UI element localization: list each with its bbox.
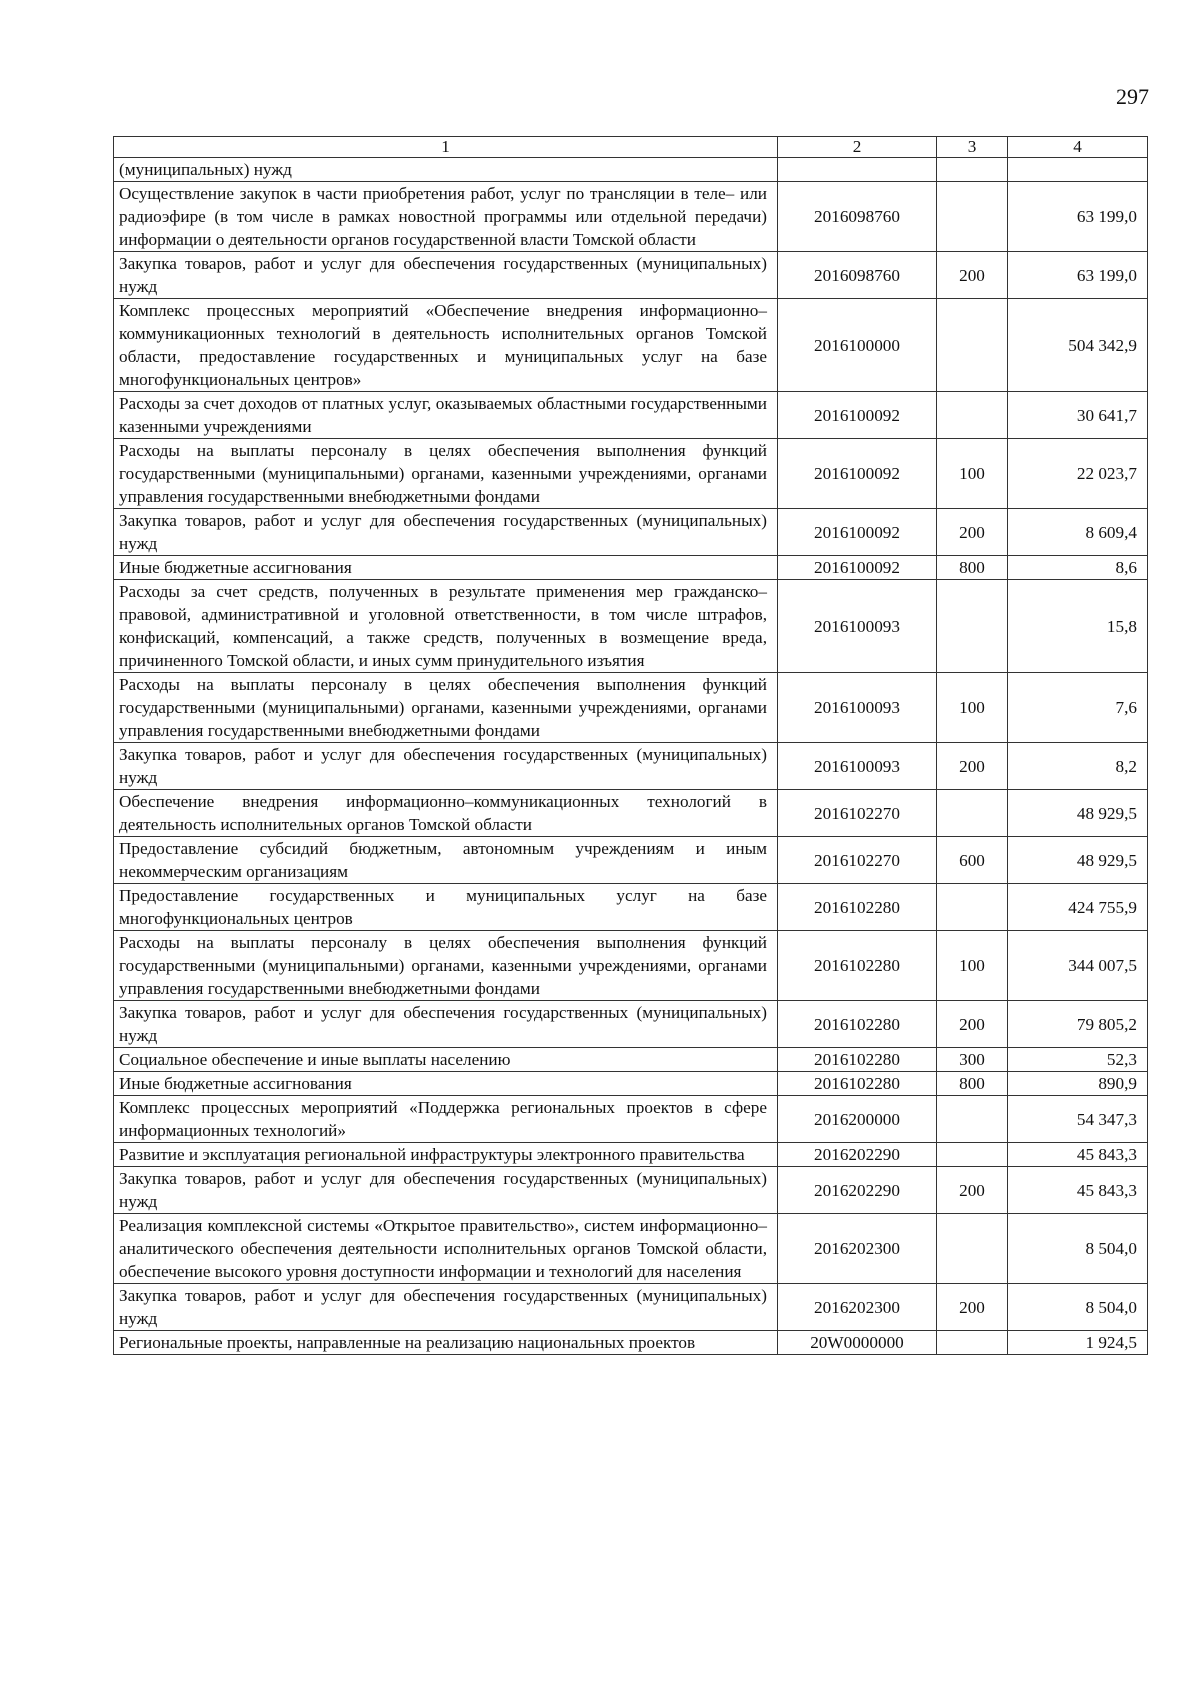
row-target-code: 20W0000000 — [778, 1331, 937, 1355]
row-expense-type — [937, 580, 1008, 673]
row-expense-type — [937, 790, 1008, 837]
row-amount: 48 929,5 — [1008, 790, 1148, 837]
table-row — [114, 439, 1148, 509]
row-target-code: 2016100092 — [778, 439, 937, 509]
row-expense-type — [937, 392, 1008, 439]
table-row — [114, 790, 1148, 837]
table-row — [114, 182, 1148, 252]
row-description: Предоставление субсидий бюджетным, автономным учреждениям и иным некоммерческим организациям — [114, 837, 778, 884]
row-expense-type: 800 — [937, 556, 1008, 580]
row-target-code: 2016200000 — [778, 1096, 937, 1143]
row-amount: 504 342,9 — [1008, 299, 1148, 392]
row-amount: 344 007,5 — [1008, 931, 1148, 1001]
header-row — [114, 137, 1148, 158]
row-amount: 45 843,3 — [1008, 1167, 1148, 1214]
header-col-1: 1 — [114, 137, 778, 158]
row-description: Расходы на выплаты персоналу в целях обеспечения выполнения функций государственными (муниципальными) органами, казенными учреждениями, органами управления государственными внебюджетными фондами — [114, 439, 778, 509]
table-row — [114, 252, 1148, 299]
row-amount: 22 023,7 — [1008, 439, 1148, 509]
row-target-code: 2016102280 — [778, 931, 937, 1001]
row-target-code: 2016102280 — [778, 884, 937, 931]
header-col-3: 3 — [937, 137, 1008, 158]
row-amount: 7,6 — [1008, 673, 1148, 743]
row-description: Региональные проекты, направленные на реализацию национальных проектов — [114, 1331, 778, 1355]
budget-table — [113, 136, 1148, 1355]
row-expense-type: 600 — [937, 837, 1008, 884]
row-description: Расходы за счет доходов от платных услуг, оказываемых областными государственными казенными учреждениями — [114, 392, 778, 439]
row-amount: 424 755,9 — [1008, 884, 1148, 931]
row-target-code: 2016202290 — [778, 1143, 937, 1167]
row-amount: 54 347,3 — [1008, 1096, 1148, 1143]
row-target-code: 2016102280 — [778, 1072, 937, 1096]
table-row — [114, 1214, 1148, 1284]
row-description: Предоставление государственных и муниципальных услуг на базе многофункциональных центров — [114, 884, 778, 931]
row-target-code: 2016100093 — [778, 580, 937, 673]
row-amount: 8 609,4 — [1008, 509, 1148, 556]
row-description: (муниципальных) нужд — [114, 158, 778, 182]
row-amount: 30 641,7 — [1008, 392, 1148, 439]
row-description: Комплекс процессных мероприятий «Обеспечение внедрения информационно–коммуникационных технологий в деятельность исполнительных органов Томской области, предоставление государственных и муниципальных услуг на базе многофункциональных центров» — [114, 299, 778, 392]
row-expense-type — [937, 1331, 1008, 1355]
row-amount: 48 929,5 — [1008, 837, 1148, 884]
row-target-code: 2016102270 — [778, 790, 937, 837]
row-amount: 8,6 — [1008, 556, 1148, 580]
row-expense-type: 200 — [937, 1284, 1008, 1331]
row-expense-type: 800 — [937, 1072, 1008, 1096]
row-expense-type: 200 — [937, 252, 1008, 299]
row-description: Расходы на выплаты персоналу в целях обеспечения выполнения функций государственными (муниципальными) органами, казенными учреждениями, органами управления государственными внебюджетными фондами — [114, 931, 778, 1001]
row-expense-type: 100 — [937, 439, 1008, 509]
row-expense-type — [937, 182, 1008, 252]
table-row — [114, 1167, 1148, 1214]
row-description: Закупка товаров, работ и услуг для обеспечения государственных (муниципальных) нужд — [114, 1284, 778, 1331]
row-target-code: 2016098760 — [778, 182, 937, 252]
row-amount: 15,8 — [1008, 580, 1148, 673]
table-row — [114, 299, 1148, 392]
table-row — [114, 673, 1148, 743]
row-description: Расходы за счет средств, полученных в результате применения мер гражданско–правовой, административной и уголовной ответственности, в том числе штрафов, конфискаций, компенсаций, а также средств, полученных в возмещение вреда, причиненного Томской области, и иных сумм принудительного изъятия — [114, 580, 778, 673]
row-amount: 8,2 — [1008, 743, 1148, 790]
table-row — [114, 837, 1148, 884]
row-target-code: 2016100093 — [778, 743, 937, 790]
row-target-code: 2016202300 — [778, 1284, 937, 1331]
row-expense-type: 200 — [937, 743, 1008, 790]
table-row — [114, 1331, 1148, 1355]
row-expense-type: 100 — [937, 673, 1008, 743]
table-row — [114, 884, 1148, 931]
row-description: Иные бюджетные ассигнования — [114, 556, 778, 580]
row-expense-type — [937, 1096, 1008, 1143]
row-amount — [1008, 158, 1148, 182]
row-expense-type: 100 — [937, 931, 1008, 1001]
row-expense-type — [937, 158, 1008, 182]
row-description: Реализация комплексной системы «Открытое правительство», систем информационно–аналитического обеспечения деятельности исполнительных органов Томской области, обеспечение высокого уровня доступности информации и технологий для населения — [114, 1214, 778, 1284]
row-expense-type: 200 — [937, 509, 1008, 556]
row-description: Закупка товаров, работ и услуг для обеспечения государственных (муниципальных) нужд — [114, 509, 778, 556]
row-target-code: 2016102280 — [778, 1048, 937, 1072]
row-description: Закупка товаров, работ и услуг для обеспечения государственных (муниципальных) нужд — [114, 743, 778, 790]
row-amount: 8 504,0 — [1008, 1284, 1148, 1331]
row-target-code: 2016102270 — [778, 837, 937, 884]
row-description: Закупка товаров, работ и услуг для обеспечения государственных (муниципальных) нужд — [114, 1001, 778, 1048]
row-target-code — [778, 158, 937, 182]
table-row — [114, 1001, 1148, 1048]
row-target-code: 2016100000 — [778, 299, 937, 392]
row-amount: 45 843,3 — [1008, 1143, 1148, 1167]
header-col-2: 2 — [778, 137, 937, 158]
page-number: 297 — [1116, 84, 1149, 109]
table-row — [114, 158, 1148, 182]
row-target-code: 2016102280 — [778, 1001, 937, 1048]
table-row — [114, 931, 1148, 1001]
table-row — [114, 509, 1148, 556]
row-amount: 79 805,2 — [1008, 1001, 1148, 1048]
table-row — [114, 580, 1148, 673]
table-row — [114, 1048, 1148, 1072]
row-expense-type — [937, 1214, 1008, 1284]
table-row — [114, 1096, 1148, 1143]
row-description: Развитие и эксплуатация региональной инфраструктуры электронного правительства — [114, 1143, 778, 1167]
row-target-code: 2016100093 — [778, 673, 937, 743]
table-row — [114, 1143, 1148, 1167]
row-target-code: 2016100092 — [778, 556, 937, 580]
table-row — [114, 1072, 1148, 1096]
row-expense-type: 200 — [937, 1001, 1008, 1048]
row-description: Осуществление закупок в части приобретения работ, услуг по трансляции в теле– или радиоэфире (в том числе в рамках новостной программы или отдельной передачи) информации о деятельности органов государственной власти Томской области — [114, 182, 778, 252]
row-description: Закупка товаров, работ и услуг для обеспечения государственных (муниципальных) нужд — [114, 1167, 778, 1214]
row-amount: 890,9 — [1008, 1072, 1148, 1096]
row-description: Закупка товаров, работ и услуг для обеспечения государственных (муниципальных) нужд — [114, 252, 778, 299]
row-description: Иные бюджетные ассигнования — [114, 1072, 778, 1096]
row-expense-type: 300 — [937, 1048, 1008, 1072]
row-amount: 63 199,0 — [1008, 182, 1148, 252]
header-col-4: 4 — [1008, 137, 1148, 158]
row-target-code: 2016100092 — [778, 392, 937, 439]
row-expense-type: 200 — [937, 1167, 1008, 1214]
row-expense-type — [937, 884, 1008, 931]
row-description: Расходы на выплаты персоналу в целях обеспечения выполнения функций государственными (муниципальными) органами, казенными учреждениями, органами управления государственными внебюджетными фондами — [114, 673, 778, 743]
row-amount: 52,3 — [1008, 1048, 1148, 1072]
row-description: Социальное обеспечение и иные выплаты населению — [114, 1048, 778, 1072]
row-description: Обеспечение внедрения информационно–коммуникационных технологий в деятельность исполнительных органов Томской области — [114, 790, 778, 837]
table-row — [114, 743, 1148, 790]
row-expense-type — [937, 299, 1008, 392]
row-target-code: 2016202300 — [778, 1214, 937, 1284]
row-amount: 8 504,0 — [1008, 1214, 1148, 1284]
row-target-code: 2016098760 — [778, 252, 937, 299]
table-row — [114, 556, 1148, 580]
row-description: Комплекс процессных мероприятий «Поддержка региональных проектов в сфере информационных технологий» — [114, 1096, 778, 1143]
row-target-code: 2016100092 — [778, 509, 937, 556]
table-row — [114, 392, 1148, 439]
row-target-code: 2016202290 — [778, 1167, 937, 1214]
table-row — [114, 1284, 1148, 1331]
row-amount: 1 924,5 — [1008, 1331, 1148, 1355]
row-expense-type — [937, 1143, 1008, 1167]
row-amount: 63 199,0 — [1008, 252, 1148, 299]
